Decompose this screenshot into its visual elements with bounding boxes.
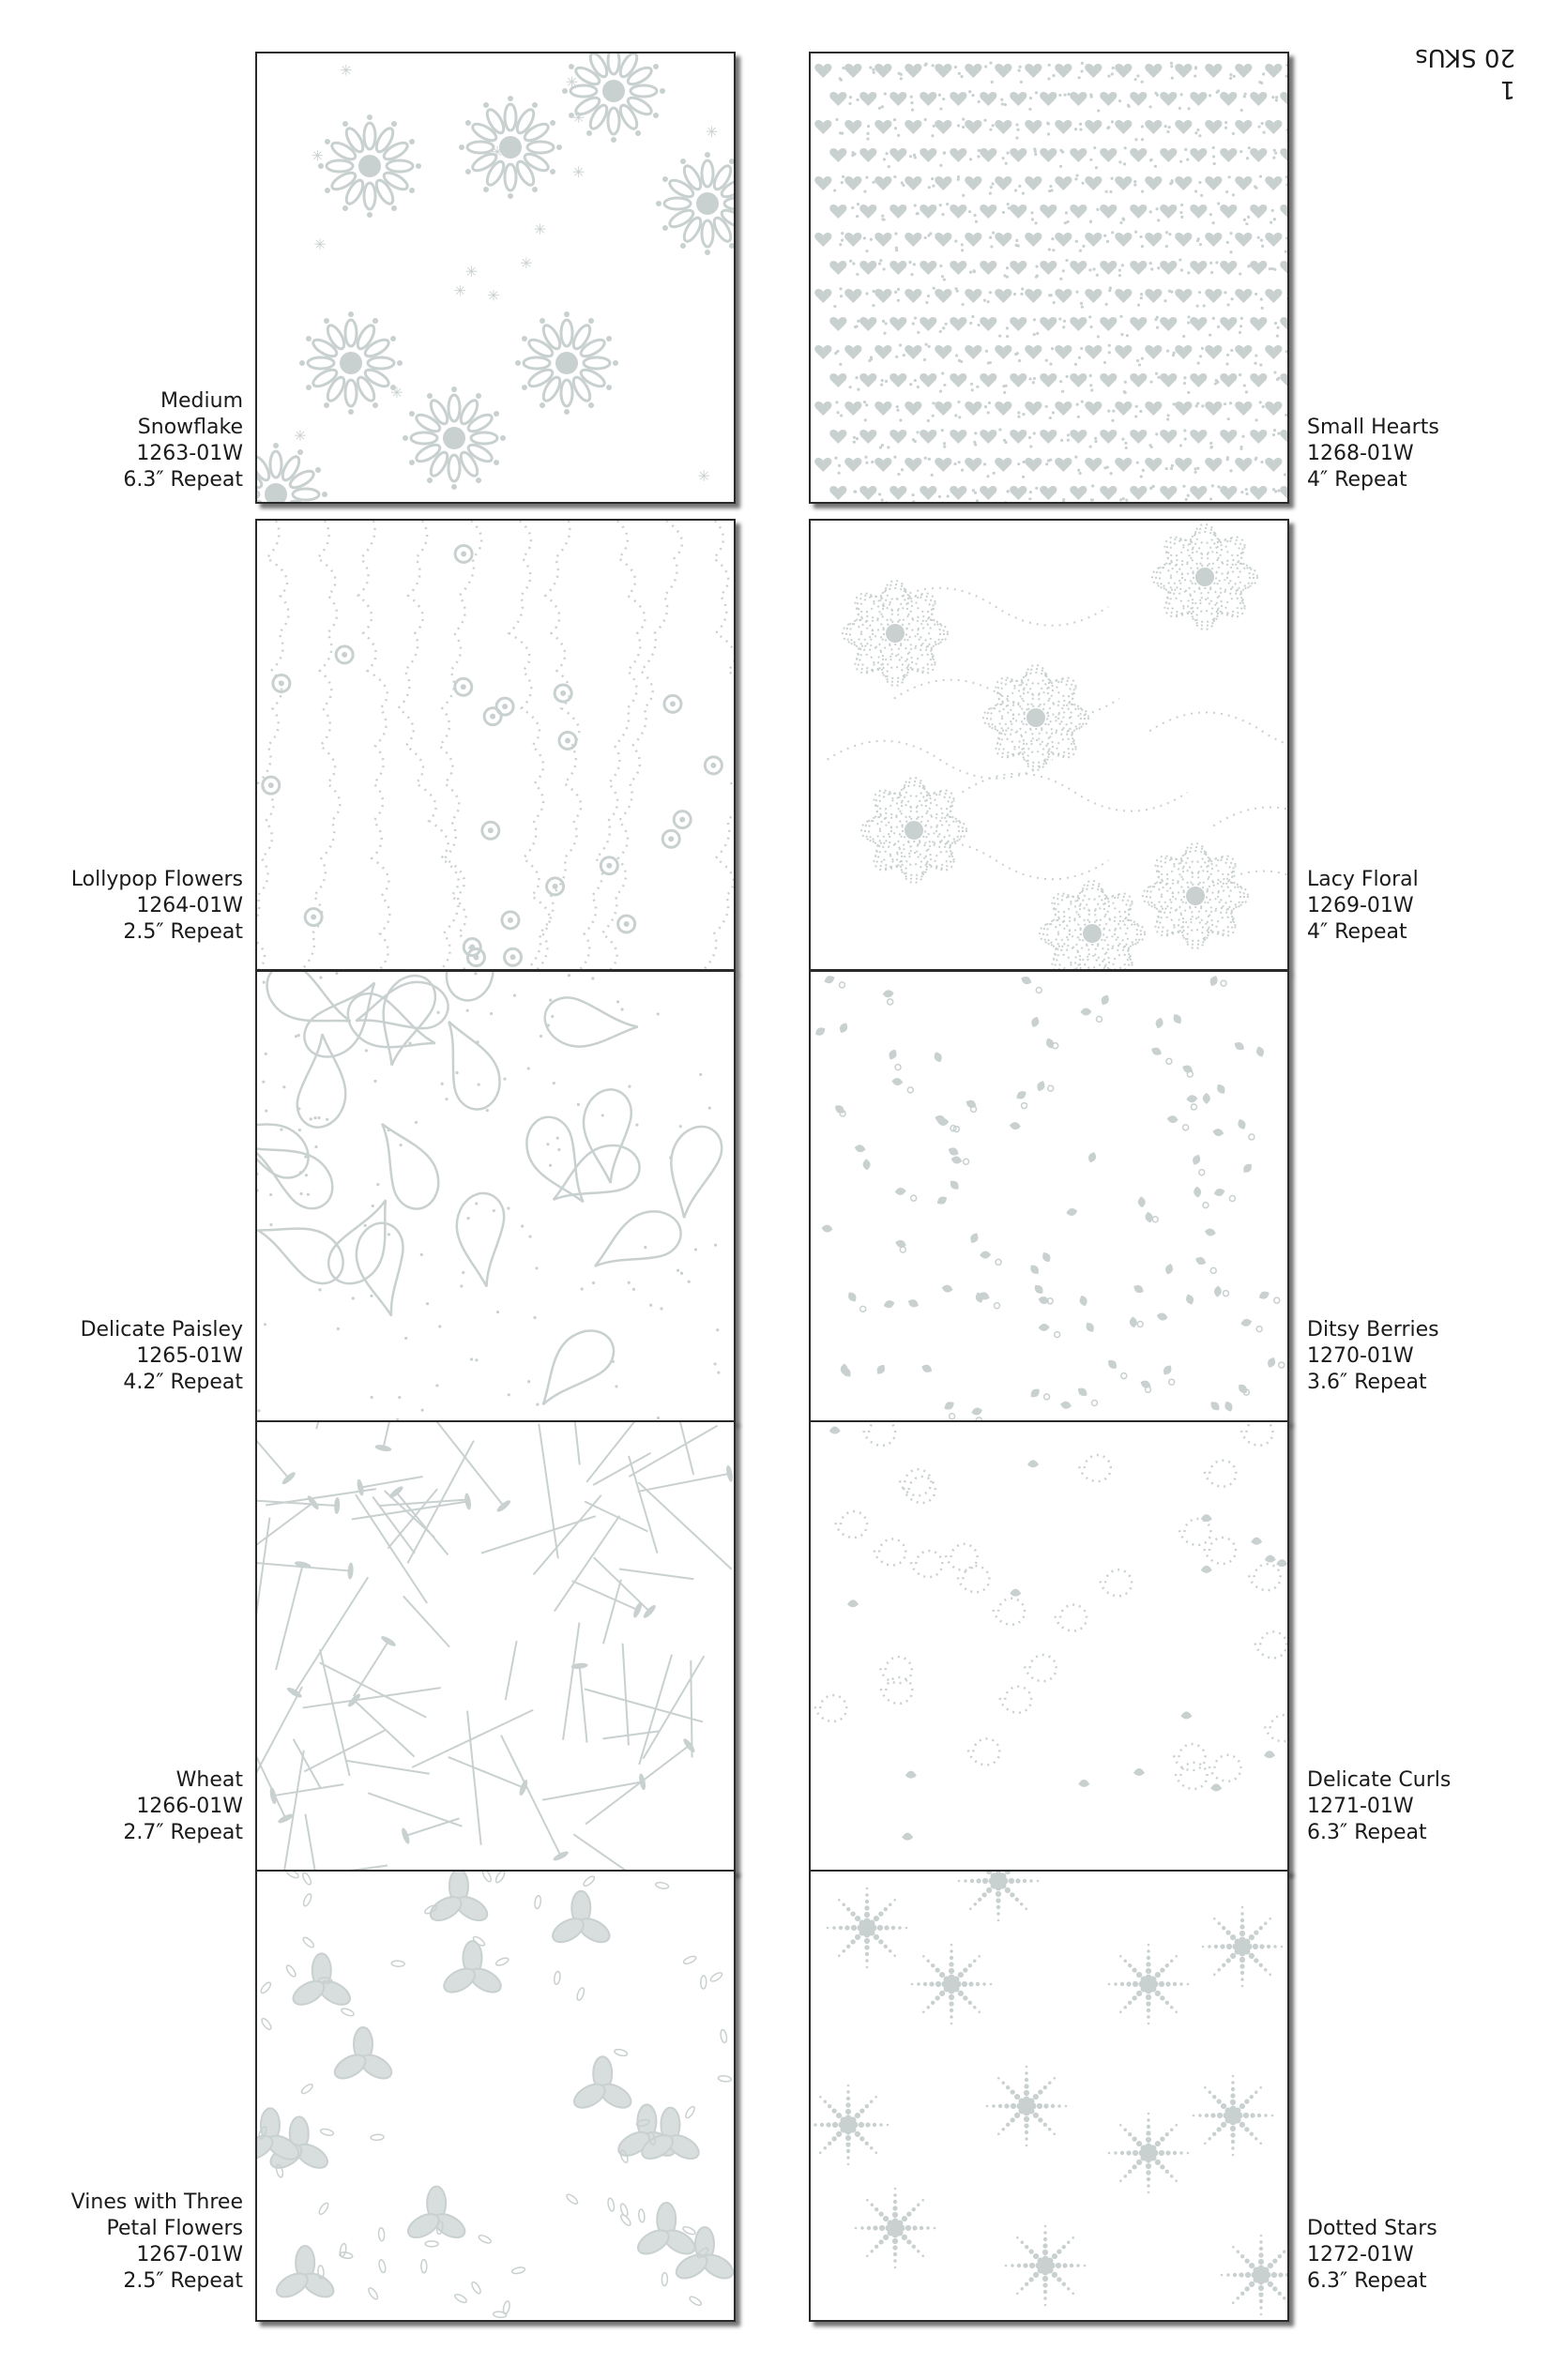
svg-text:✳: ✳: [311, 146, 325, 165]
swatch-dotted-stars: [809, 1870, 1289, 2322]
vines-pattern: [257, 1872, 734, 2320]
svg-text:✳: ✳: [294, 427, 307, 446]
svg-text:✳: ✳: [533, 220, 547, 239]
svg-text:✳: ✳: [565, 72, 579, 91]
svg-text:✳: ✳: [520, 254, 533, 273]
label-medium-snowflake: Medium Snowflake 1263-01W 6.3″ Repeat: [123, 389, 243, 492]
label-vines-three-petal: Vines with Three Petal Flowers 1267-01W 2.5″ Repeat: [70, 2191, 243, 2293]
label-delicate-curls: Delicate Curls 1271-01W 6.3″ Repeat: [1307, 1768, 1452, 1844]
paisley-pattern: [257, 972, 734, 1420]
swatch-medium-snowflake: [255, 52, 736, 504]
swatch-ditsy-berries: [809, 970, 1289, 1422]
swatch-lollypop-flowers: [255, 519, 736, 971]
swatch-delicate-curls: [809, 1420, 1289, 1872]
svg-text:✳: ✳: [571, 162, 585, 181]
page-number: 1: [1499, 75, 1515, 103]
label-ditsy-berries: Ditsy Berries 1270-01W 3.6″ Repeat: [1307, 1318, 1439, 1394]
stars-pattern: [811, 1872, 1287, 2320]
wheat-pattern: [257, 1422, 734, 1871]
svg-text:✳: ✳: [340, 61, 353, 80]
label-dotted-stars: Dotted Stars 1272-01W 6.3″ Repeat: [1307, 2217, 1437, 2293]
hearts-pattern: [811, 53, 1287, 502]
label-wheat: Wheat 1266-01W 2.7″ Repeat: [123, 1768, 243, 1844]
svg-text:✳: ✳: [453, 281, 467, 300]
svg-text:✳: ✳: [313, 235, 327, 253]
swatch-small-hearts: [809, 52, 1289, 504]
svg-text:✳: ✳: [491, 143, 504, 161]
svg-text:✳: ✳: [705, 122, 719, 141]
sku-count: 20 SKUs: [1415, 43, 1515, 71]
curls-pattern: [811, 1422, 1287, 1871]
sku-header: [1389, 41, 1515, 105]
svg-text:✳: ✳: [697, 466, 710, 485]
label-delicate-paisley: Delicate Paisley 1265-01W 4.2″ Repeat: [80, 1318, 243, 1394]
swatch-wheat: [255, 1420, 736, 1872]
lollypop-pattern: [257, 521, 734, 969]
svg-text:✳: ✳: [487, 286, 500, 305]
swatch-vines-three-petal: [255, 1870, 736, 2322]
label-lacy-floral: Lacy Floral 1269-01W 4″ Repeat: [1307, 868, 1419, 944]
swatch-delicate-paisley: [255, 970, 736, 1422]
svg-text:✳: ✳: [390, 384, 403, 402]
lacy-floral-pattern: [811, 521, 1287, 969]
svg-text:✳: ✳: [464, 262, 479, 280]
berries-pattern: [811, 972, 1287, 1420]
label-small-hearts: Small Hearts 1268-01W 4″ Repeat: [1307, 416, 1439, 492]
svg-text:✳: ✳: [571, 109, 585, 128]
snowflake-pattern: [257, 53, 734, 502]
label-lollypop-flowers: Lollypop Flowers 1264-01W 2.5″ Repeat: [70, 868, 243, 944]
swatch-lacy-floral: [809, 519, 1289, 971]
